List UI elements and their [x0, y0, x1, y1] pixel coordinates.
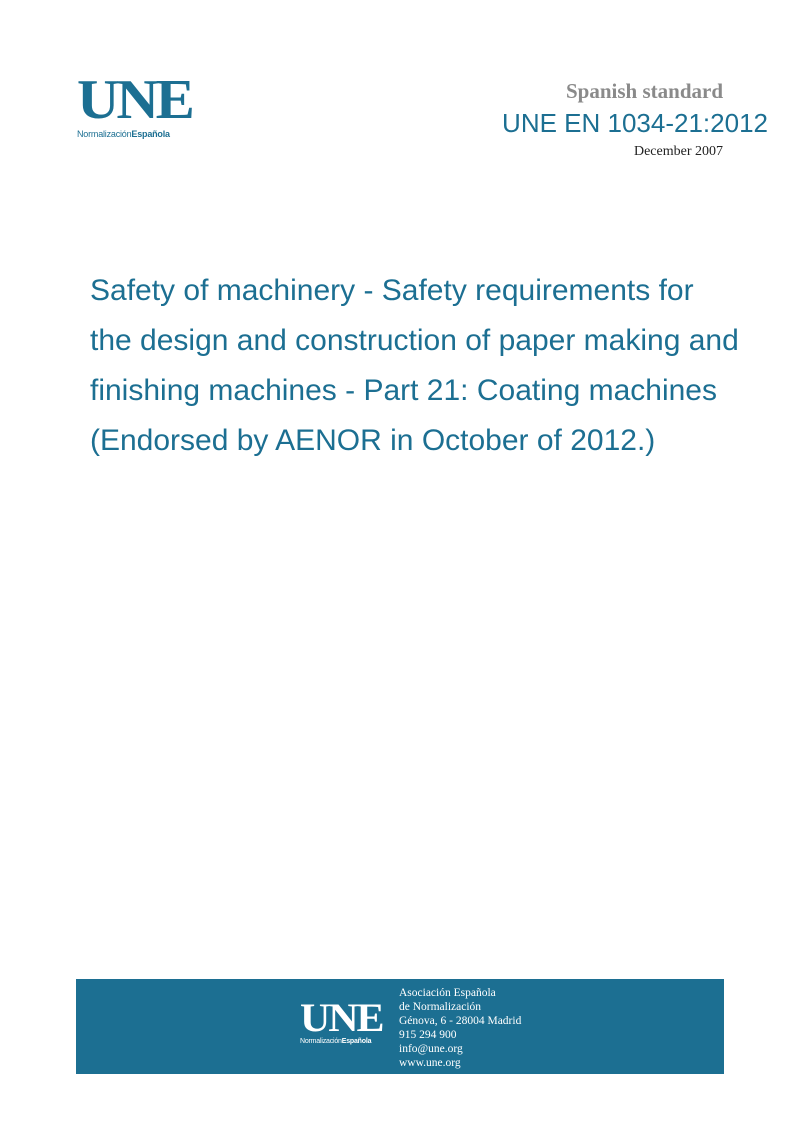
footer-une-logo	[300, 995, 384, 1045]
une-logo	[77, 69, 193, 139]
title-line: Safety of machinery - Safety requirements for	[90, 274, 694, 307]
une-logo-mark: UNE	[77, 69, 192, 131]
footer-band	[76, 979, 724, 1074]
footer-logo-mark: UNE	[300, 995, 383, 1040]
footer-phone: 915 294 900	[399, 1029, 457, 1041]
footer-org-name-cont: de Normalización	[399, 1001, 482, 1013]
standard-date: December 2007	[633, 144, 723, 159]
footer-logo-sub-regular: Normalización	[300, 1038, 342, 1045]
footer-org-name: Asociación Española	[399, 987, 496, 999]
logo-sub-regular: Normalización	[77, 129, 132, 139]
footer-email-link[interactable]: info@une.org	[399, 1043, 463, 1055]
title-line: the design and construction of paper making and	[90, 324, 739, 357]
footer-website-link[interactable]: www.une.org	[399, 1057, 461, 1069]
footer-contact-info	[399, 986, 521, 1070]
logo-sub-bold: Española	[131, 129, 170, 139]
footer-logo-sub-bold: Española	[341, 1038, 372, 1045]
footer-address: Génova, 6 - 28004 Madrid	[399, 1015, 522, 1027]
standard-label: Spanish standard	[566, 79, 723, 103]
standard-code: UNE EN 1034-21:2012	[502, 108, 768, 138]
title-line: finishing machines - Part 21: Coating machines	[90, 374, 717, 407]
standard-header	[502, 80, 768, 160]
title-line: (Endorsed by AENOR in October of 2012.)	[90, 424, 656, 457]
document-title	[90, 266, 795, 466]
